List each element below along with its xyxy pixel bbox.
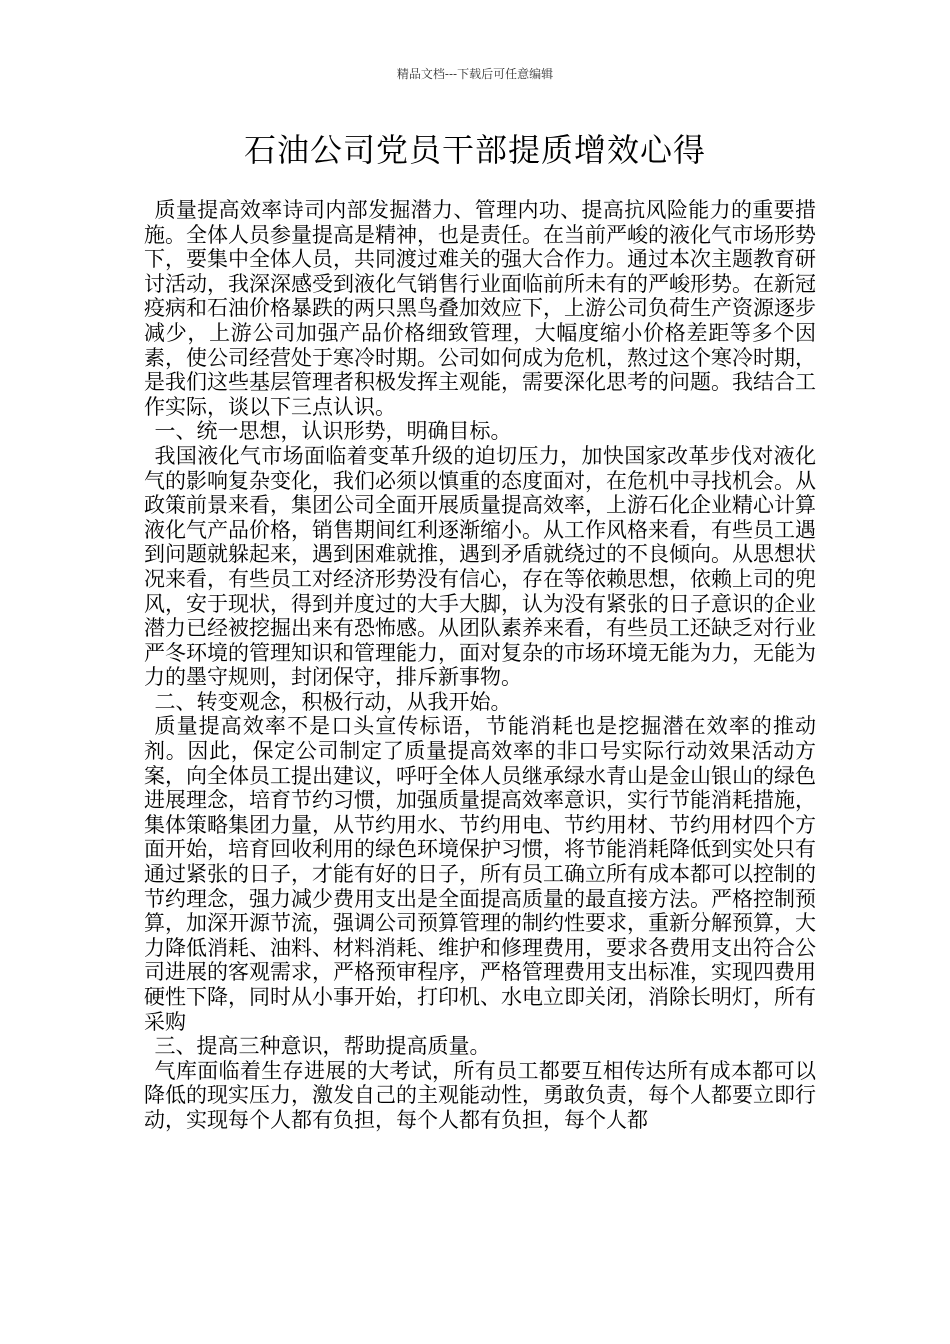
paragraph-intro: 质量提高效率诗司内部发掘潜力、管理内功、提高抗风险能力的重要措施。全体人员参量提高是精神，也是责任。在当前严峻的液化气市场形势下，要集中全体人员，共同渡过难关的强大合作力。通过本次主题教育研讨活动，我深深感受到液化气销售行业面临前所未有的严峻形势。在新冠疫病和石油价格暴跌的两只黑鸟叠加效应下，上游公司负荷生产资源逐步减少，上游公司加强产品价格细致管理，大幅度缩小价格差距等多个因素，使公司经营处于寒冷时期。公司如何成为危机，熬过这个寒冷时期，是我们这些基层管理者积极发挥主观能，需要深化思考的问题。我结合工作实际，谈以下三点认识。: [144, 198, 816, 419]
document-title: 石油公司党员干部提质增效心得: [243, 131, 706, 169]
section-heading-2: 二、转变观念，积极行动，从我开始。: [154, 689, 512, 714]
paragraph-section-1: 我国液化气市场面临着变革升级的迫切压力，加快国家改革步伐对液化气的影响复杂变化，我们必须以慎重的态度面对，在危机中寻找机会。从政策前景来看，集团公司全面开展质量提高效率，上游石化企业精心计算液化气产品价格，销售期间红利逐渐缩小。从工作风格来看，有些员工遇到问题就躲起来，遇到困难就推，遇到矛盾就绕过的不良倾向。从思想状况来看，有些员工对经济形势没有信心，存在等依赖思想，依赖上司的兜风，安于现状，得到并度过的大手大脚，认为没有紧张的日子意识的企业潜力已经被挖掘出来有恐怖感。从团队素养来看，有些员工还缺乏对行业严冬环境的管理知识和管理能力，面对复杂的市场环境无能为力，无能为力的墨守规则，封闭保守，排斥新事物。: [144, 443, 816, 690]
paragraph-section-2: 质量提高效率不是口头宣传标语，节能消耗也是挖掘潜在效率的推动剂。因此，保定公司制定了质量提高效率的非口号实际行动效果活动方案，向全体员工提出建议，呼吁全体人员继承绿水青山是金山银山的绿色进展理念，培育节约习惯，加强质量提高效率意识，实行节能消耗措施，集体策略集团力量，从节约用水、节约用电、节约用材、节约用材四个方面开始，培育回收利用的绿色环境保护习惯，将节能消耗降低到实处只有通过紧张的日子，才能有好的日子，所有员工确立所有成本都可以控制的节约理念，强力减少费用支出是全面提高质量的最直接方法。严格控制预算，加深开源节流，强调公司预算管理的制约性要求，重新分解预算，大力降低消耗、油料、材料消耗、维护和修理费用，要求各费用支出符合公司进展的客观需求，严格预审程序，严格管理费用支出标准，实现四费用硬性下降，同时从小事开始，打印机、水电立即关闭，消除长明灯，所有采购: [144, 714, 816, 1034]
section-heading-1: 一、统一思想，认识形势，明确目标。: [154, 419, 512, 444]
paragraph-section-3: 气库面临着生存进展的大考试，所有员工都要互相传达所有成本都可以降低的现实压力，激发自己的主观能动性，勇敢负责，每个人都要立即行动，实现每个人都有负担，每个人都有负担，每个人都: [144, 1058, 816, 1132]
section-heading-3: 三、提高三种意识，帮助提高质量。: [154, 1034, 491, 1059]
page-header: 精品文档---下载后可任意编辑: [396, 67, 554, 81]
document-body: [144, 198, 816, 1133]
